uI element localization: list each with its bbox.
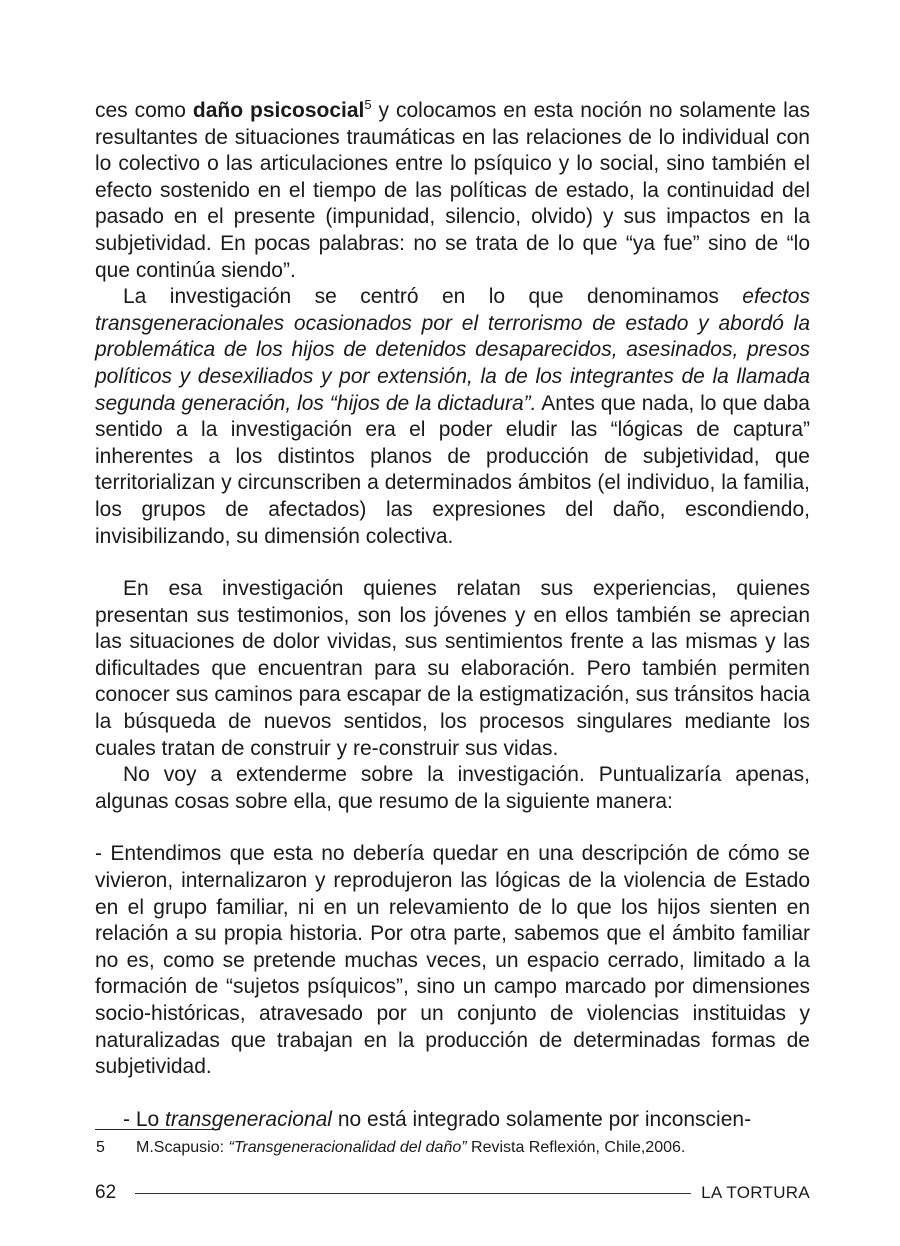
running-title: LA TORTURA xyxy=(701,1183,810,1202)
body-text xyxy=(95,92,810,1133)
footnote-title: “Transgeneracionalidad del daño” xyxy=(228,1139,467,1156)
paragraph-1 xyxy=(95,92,810,284)
text-run: - Lo xyxy=(123,1107,166,1131)
footnote-source: Revista Reflexión, Chile,2006. xyxy=(466,1139,686,1156)
page-number: 62 xyxy=(95,1182,117,1203)
italic-term: transgeneracional xyxy=(165,1107,332,1131)
paragraph-3: En esa investigación quienes relatan sus experiencias, quienes presentan sus testimonios, son los jóvenes y en ellos también se aprecian las situaciones de dolor vividas, sus sentimientos frente a las mismas y las dificultades que encuentran para su elaboración. Pero también permiten conocer sus caminos para escapar de la estigmatización, sus tránsitos hacia la búsqueda de nuevos sentidos, los procesos singulares mediante los cuales tratan de construir y re-construir sus vidas. xyxy=(95,577,810,760)
text-run: y colocamos en esta noción no solamente las resultantes de situaciones traumáticas en las relaciones de lo individual con lo colectivo o las articulaciones entre lo psíquico y lo social, sino también el efecto sostenido en el tiempo de las políticas de estado, la continuidad del pasado en el presente (impunidad, silencio, olvido) y sus impactos en la subjetividad. En pocas palabras: no se trata de lo que “ya fue” sino de “lo que continúa siendo”. xyxy=(95,99,810,282)
text-run: no está integrado solamente por inconscien- xyxy=(331,1107,752,1131)
text-run: Antes que nada, lo que daba sentido a la investigación era el poder eludir las “lógicas de captura” inherentes a los distintos planos de producción de subjetividad, que territorializan y circunscriben a determinados ámbitos (el individuo, la familia, los grupos de afectados) las expresiones del daño, escondiendo, invisibilizando, su dimensión colectiva. xyxy=(95,391,810,548)
bold-term: daño psicosocial xyxy=(192,99,365,122)
page-footer xyxy=(95,1180,810,1206)
footnote-divider xyxy=(95,1129,220,1130)
footnote-number: 5 xyxy=(96,1139,105,1156)
paragraph-4: No voy a extenderme sobre la investigación. Puntualizaría apenas, algunas cosas sobre ella, que resumo de la siguiente manera: xyxy=(95,763,810,813)
text-run: La investigación se centró en lo que denominamos xyxy=(123,285,743,309)
paragraph-5: - Entendimos que esta no debería quedar en una descripción de cómo se vivieron, internalizaron y reprodujeron las lógicas de la violencia de Estado en el grupo familiar, ni en un relevamiento de lo que los hijos sienten en relación a su propia historia. Por otra parte, sabemos que el ámbito familiar no es, como se pretende muchas veces, un espacio cerrado, limitado a la formación de “sujetos psíquicos”, sino un campo marcado por dimensiones socio-históricas, atravesado por un conjunto de violencias instituidas y naturalizadas que trabajan en la producción de determinadas formas de subjetividad. xyxy=(95,842,810,1079)
footer-rule xyxy=(135,1193,691,1194)
footnote-reference: 5 xyxy=(364,97,372,112)
footnote-author: M.Scapusio: xyxy=(136,1139,229,1156)
footnote xyxy=(96,1138,796,1158)
italic-passage: efectos transgeneracionales ocasionados por el terrorismo de estado y abordó la problemática de los hijos de detenidos desaparecidos, asesinados, presos políticos y desexiliados y por extensión, la de los integrantes de la llamada segunda generación, los “hijos de la dictadura”. xyxy=(95,285,810,415)
text-run: ces como xyxy=(95,99,193,122)
paragraph-2 xyxy=(95,284,810,550)
